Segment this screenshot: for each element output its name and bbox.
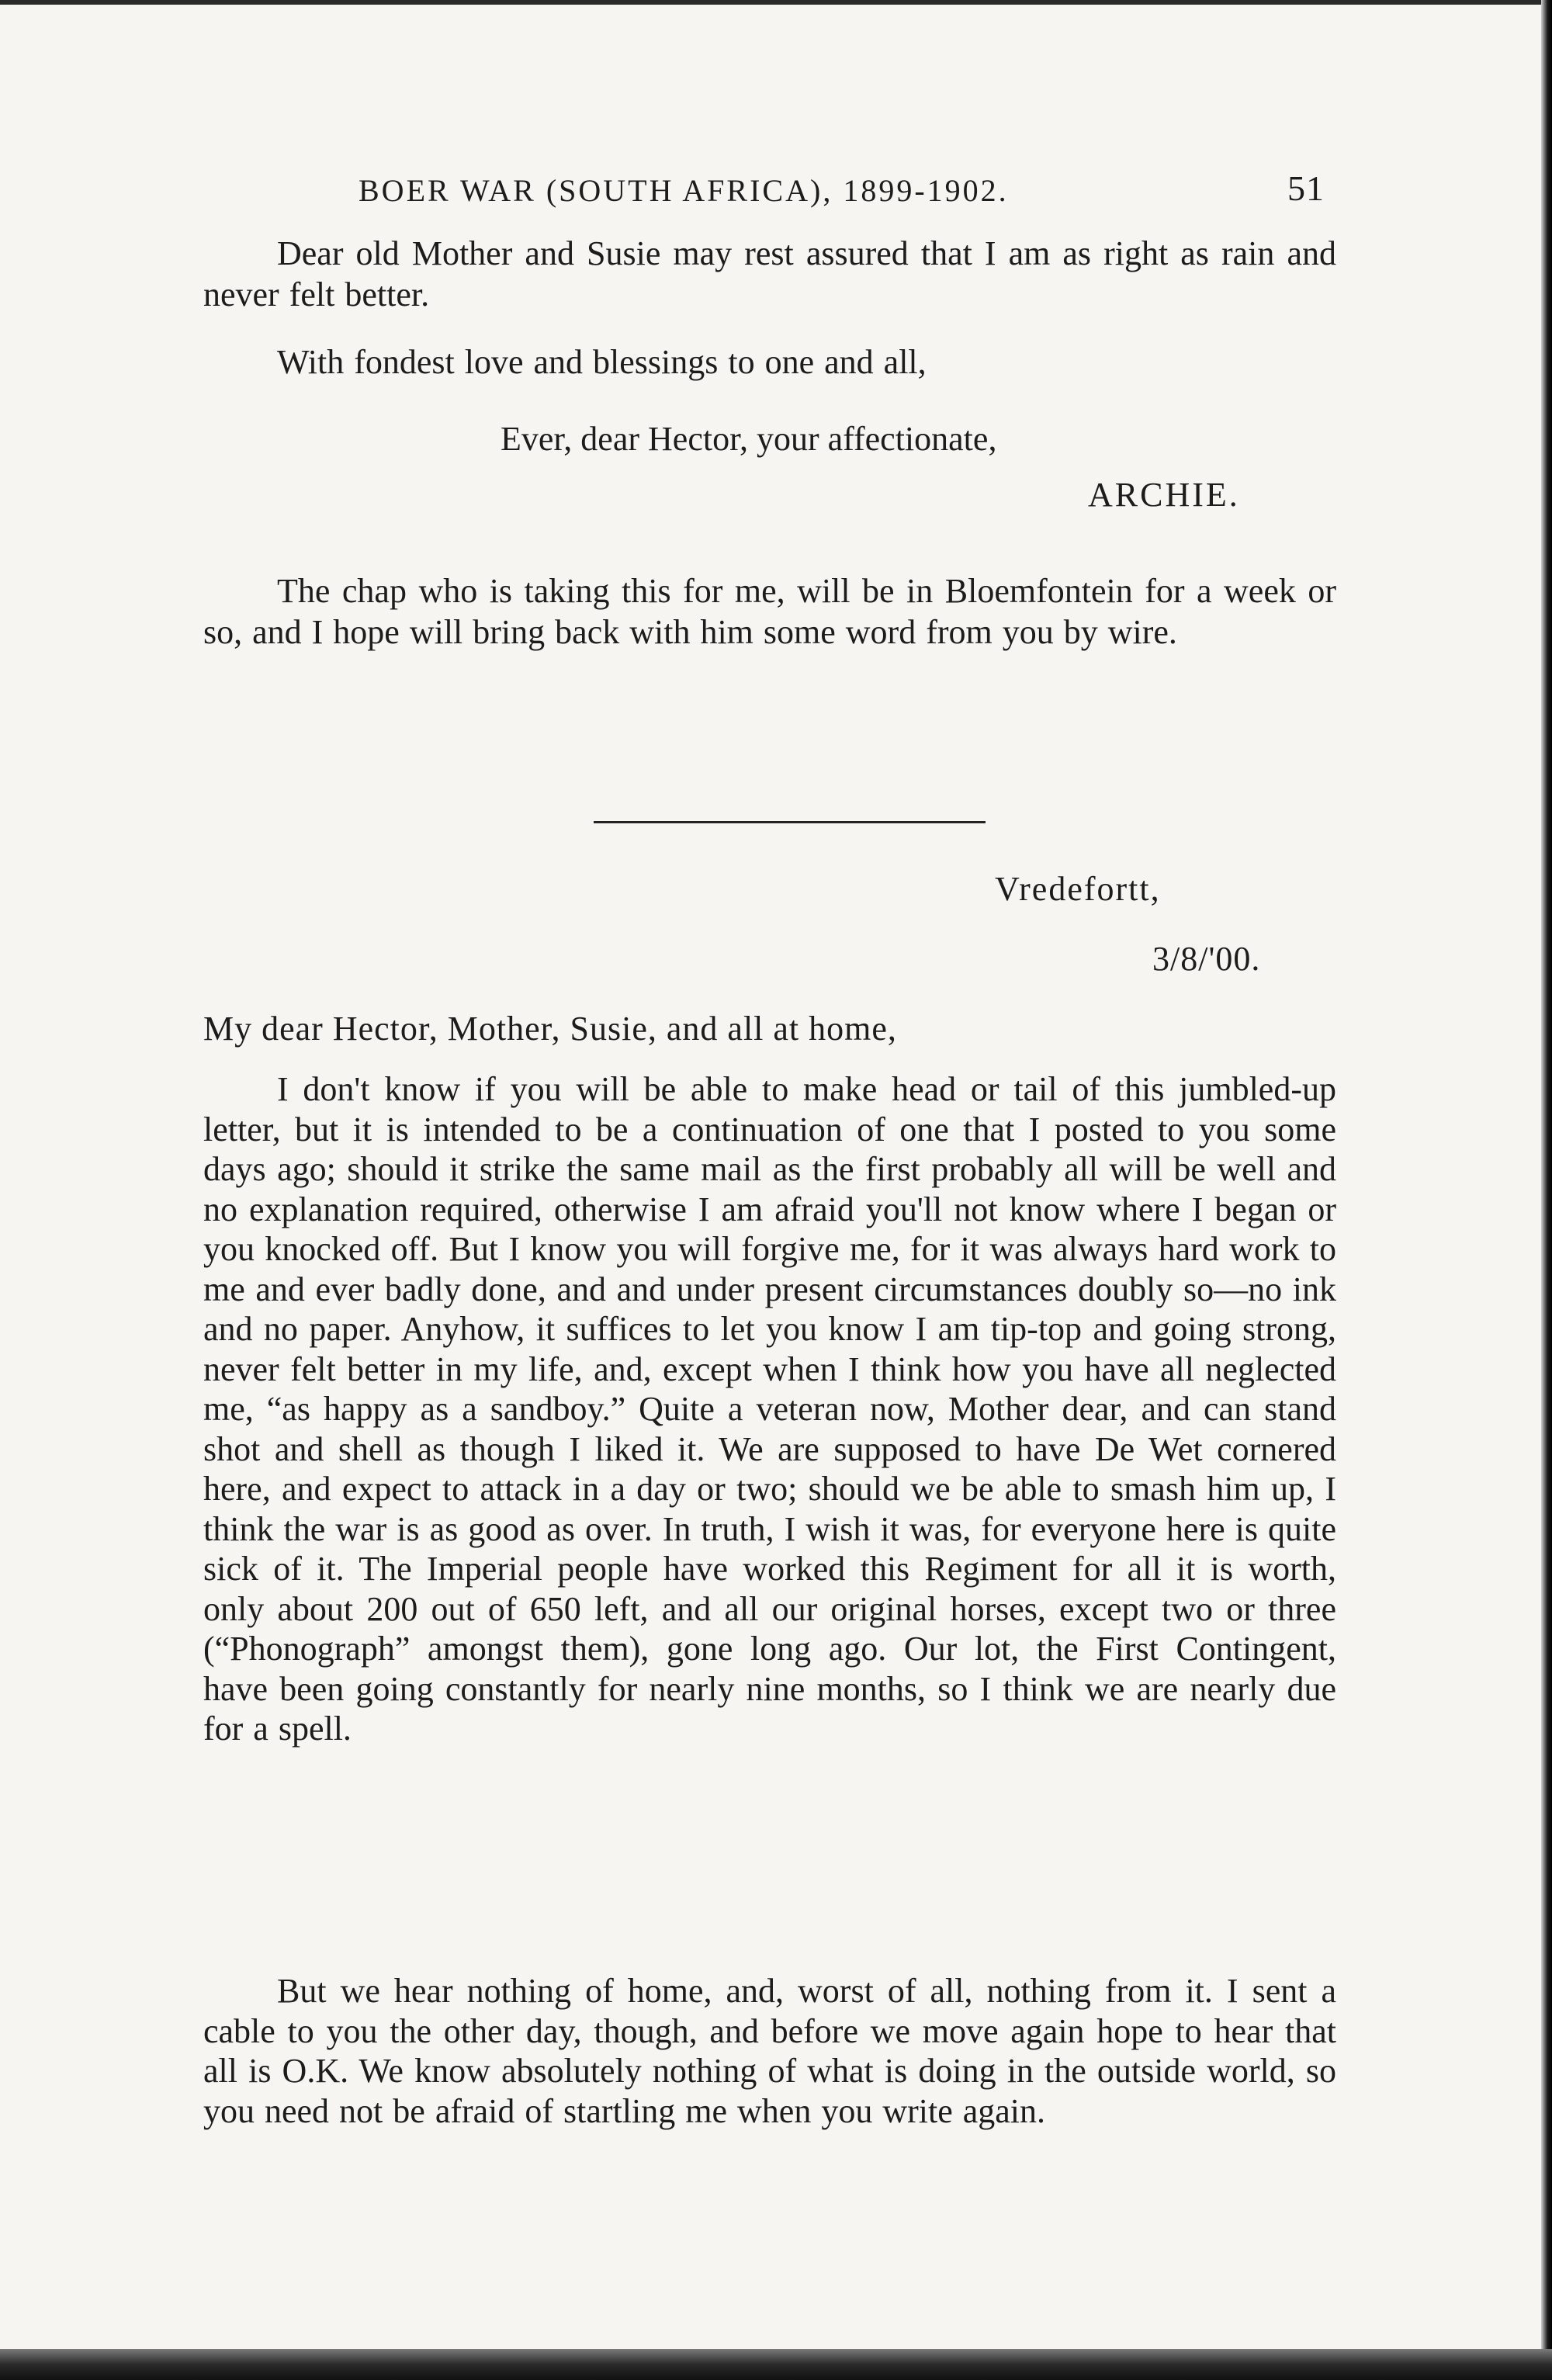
page-edge-top xyxy=(0,0,1552,5)
letter2-paragraph-2: But we hear nothing of home, and, worst of all, nothing from it. I sent a cable to you the other day, though, and before we move again hope to hear that all is O.K. We know absolutely nothing of what is doing in the outside world, so you need not be afraid of startling me when you write again. xyxy=(203,1972,1336,2130)
running-title: BOER WAR (SOUTH AFRICA), 1899-1902. xyxy=(359,173,1009,208)
letter1-closing: Ever, dear Hector, your affectionate, xyxy=(501,420,997,458)
page-edge-right xyxy=(1541,0,1552,2380)
letter1-paragraph-1: Dear old Mother and Susie may rest assured that I am as right as rain and never felt better. xyxy=(203,234,1336,314)
letter2-paragraph-1: I don't know if you will be able to make head or tail of this jumbled-up letter, but it is intended to be a continuation of one that I posted to you some days ago; should it strike the same mail as the first probably all will be well and no explanation required, otherwise I am afraid you'll not know where I began or you knocked off. But I know you will forgive me, for it was always hard work to me and ever badly done, and and under present circumstances doubly so—no ink and no paper. Anyhow, it suffices to let you know I am tip-top and going strong, never felt better in my life, and, except when I think how you have all neglected me, “as happy as a sandboy.” Quite a veteran now, Mother dear, and can stand shot and shell as though I liked it. We are supposed to have De Wet cornered here, and expect to attack in a day or two; should we be able to smash him up, I think the war is as good as over. In truth, I wish it was, for everyone here is quite sick of it. The Imperial people have worked this Regiment for all it is worth, only about 200 out of 650 left, and all our original horses, except two or three (“Phonograph” amongst them), gone long ago. Our lot, the First Contingent, have been going constantly for nearly nine months, so I think we are nearly due for a spell. xyxy=(203,1070,1336,1748)
letter1-paragraph-2: With fondest love and blessings to one and all, xyxy=(277,343,927,381)
page-header xyxy=(359,168,1325,219)
page-number: 51 xyxy=(1287,168,1325,208)
page-edge-bottom xyxy=(0,2349,1552,2380)
letter2-date: 3/8/'00. xyxy=(1152,940,1261,978)
section-divider xyxy=(594,821,986,823)
letter2-place: Vredefortt, xyxy=(995,870,1161,908)
letter2-salutation: My dear Hector, Mother, Susie, and all at home, xyxy=(203,1010,897,1048)
letter1-postscript: The chap who is taking this for me, will be in Bloemfontein for a week or so, and I hope will bring back with him some word from you by wire. xyxy=(203,572,1336,651)
letter1-signature: ARCHIE. xyxy=(1088,476,1240,514)
